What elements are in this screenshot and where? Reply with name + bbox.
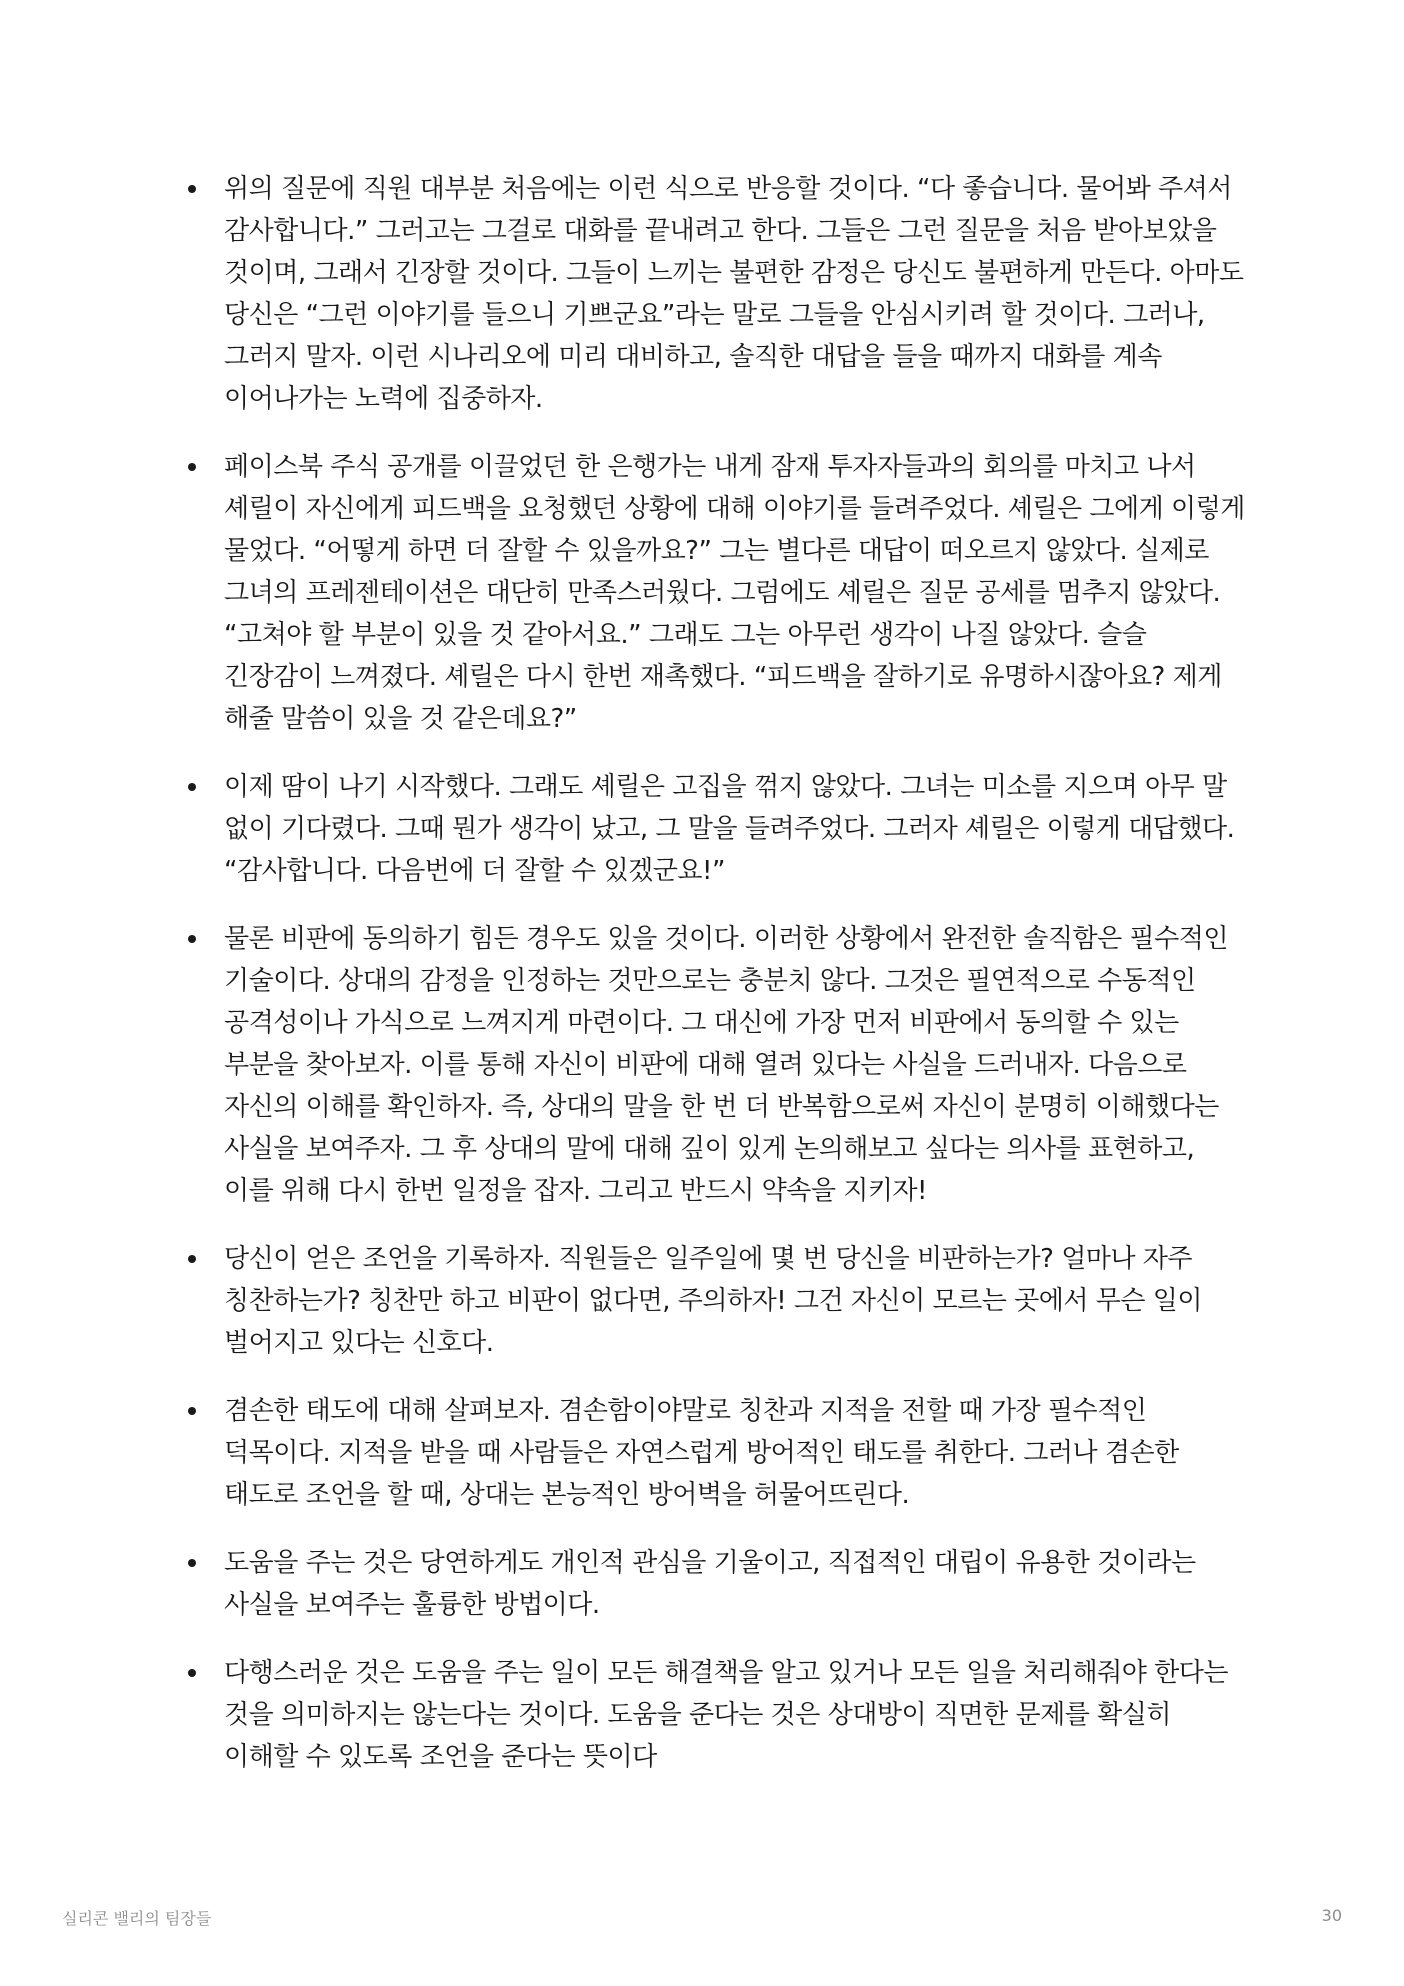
list-item (188, 1238, 1248, 1364)
bullet-icon (188, 185, 196, 193)
list-item (188, 1390, 1248, 1516)
paragraph-text: 물론 비판에 동의하기 힘든 경우도 있을 것이다. 이러한 상황에서 완전한 솔직함은 필수적인 기술이다. 상대의 감정을 인정하는 것만으로는 충분치 않다. 그것은 필연적으로 수동적인 공격성이나 가식으로 느껴지게 마련이다. 그 대신에 가장 먼저 비판에서 동의할 수 있는 부분을 찾아보자. 이를 통해 자신이 비판에 대해 열려 있다는 사실을 드러내자. 다음으로 자신의 이해를 확인하자. 즉, 상대의 말을 한 번 더 반복함으로써 자신이 분명히 이해했다는 사실을 보여주자. 그 후 상대의 말에 대해 깊이 있게 논의해보고 싶다는 의사를 표현하고, 이를 위해 다시 한번 일정을 잡자. 그리고 반드시 약속을 지키자! (224, 924, 1228, 1206)
bullet-icon (188, 1255, 196, 1263)
bullet-icon (188, 463, 196, 471)
paragraph-text: 다행스러운 것은 도움을 주는 일이 모든 해결책을 알고 있거나 모든 일을 처리해줘야 한다는 것을 의미하지는 않는다는 것이다. 도움을 준다는 것은 상대방이 직면한 문제를 확실히 이해할 수 있도록 조언을 준다는 뜻이다 (224, 1658, 1228, 1772)
bullet-icon (188, 1407, 196, 1415)
list-item (188, 1542, 1248, 1626)
bullet-icon (188, 783, 196, 791)
bullet-icon (188, 935, 196, 943)
bullet-list (188, 168, 1248, 1778)
paragraph-text: 페이스북 주식 공개를 이끌었던 한 은행가는 내게 잠재 투자자들과의 회의를 마치고 나서 셰릴이 자신에게 피드백을 요청했던 상황에 대해 이야기를 들려주었다. 셰릴은 그에게 이렇게 물었다. “어떻게 하면 더 잘할 수 있을까요?” 그는 별다른 대답이 떠오르지 않았다. 실제로 그녀의 프레젠테이션은 대단히 만족스러웠다. 그럼에도 셰릴은 질문 공세를 멈추지 않았다. “고쳐야 할 부분이 있을 것 같아서요.” 그래도 그는 아무런 생각이 나질 않았다. 슬슬 긴장감이 느껴졌다. 셰릴은 다시 한번 재촉했다. “피드백을 잘하기로 유명하시잖아요? 제게 해줄 말씀이 있을 것 같은데요?” (224, 452, 1245, 734)
paragraph-text: 위의 질문에 직원 대부분 처음에는 이런 식으로 반응할 것이다. “다 좋습니다. 물어봐 주셔서 감사합니다.” 그러고는 그걸로 대화를 끝내려고 한다. 그들은 그런 질문을 처음 받아보았을 것이며, 그래서 긴장할 것이다. 그들이 느끼는 불편한 감정은 당신도 불편하게 만든다. 아마도 당신은 “그런 이야기를 들으니 기쁘군요”라는 말로 그들을 안심시키려 할 것이다. 그러나, 그러지 말자. 이런 시나리오에 미리 대비하고, 솔직한 대답을 들을 때까지 대화를 계속 이어나가는 노력에 집중하자. (224, 174, 1244, 414)
paragraph-text: 이제 땀이 나기 시작했다. 그래도 셰릴은 고집을 꺾지 않았다. 그녀는 미소를 지으며 아무 말 없이 기다렸다. 그때 뭔가 생각이 났고, 그 말을 들려주었다. 그러자 셰릴은 이렇게 대답했다. “감사합니다. 다음번에 더 잘할 수 있겠군요!” (224, 772, 1235, 886)
footer-book-title: 실리콘 밸리의 팀장들 (62, 1909, 212, 1928)
list-item (188, 168, 1248, 420)
paragraph-text: 당신이 얻은 조언을 기록하자. 직원들은 일주일에 몇 번 당신을 비판하는가? 얼마나 자주 칭찬하는가? 칭찬만 하고 비판이 없다면, 주의하자! 그건 자신이 모르는 곳에서 무슨 일이 벌어지고 있다는 신호다. (224, 1244, 1202, 1358)
bullet-icon (188, 1559, 196, 1567)
bullet-icon (188, 1669, 196, 1677)
paragraph-text: 겸손한 태도에 대해 살펴보자. 겸손함이야말로 칭찬과 지적을 전할 때 가장 필수적인 덕목이다. 지적을 받을 때 사람들은 자연스럽게 방어적인 태도를 취한다. 그러나 겸손한 태도로 조언을 할 때, 상대는 본능적인 방어벽을 허물어뜨린다. (224, 1396, 1179, 1510)
list-item (188, 1652, 1248, 1778)
list-item (188, 766, 1248, 892)
paragraph-text: 도움을 주는 것은 당연하게도 개인적 관심을 기울이고, 직접적인 대립이 유용한 것이라는 사실을 보여주는 훌륭한 방법이다. (224, 1548, 1196, 1620)
list-item (188, 918, 1248, 1212)
list-item (188, 446, 1248, 740)
page-number: 30 (1321, 1906, 1342, 1925)
page-body (188, 168, 1248, 1804)
